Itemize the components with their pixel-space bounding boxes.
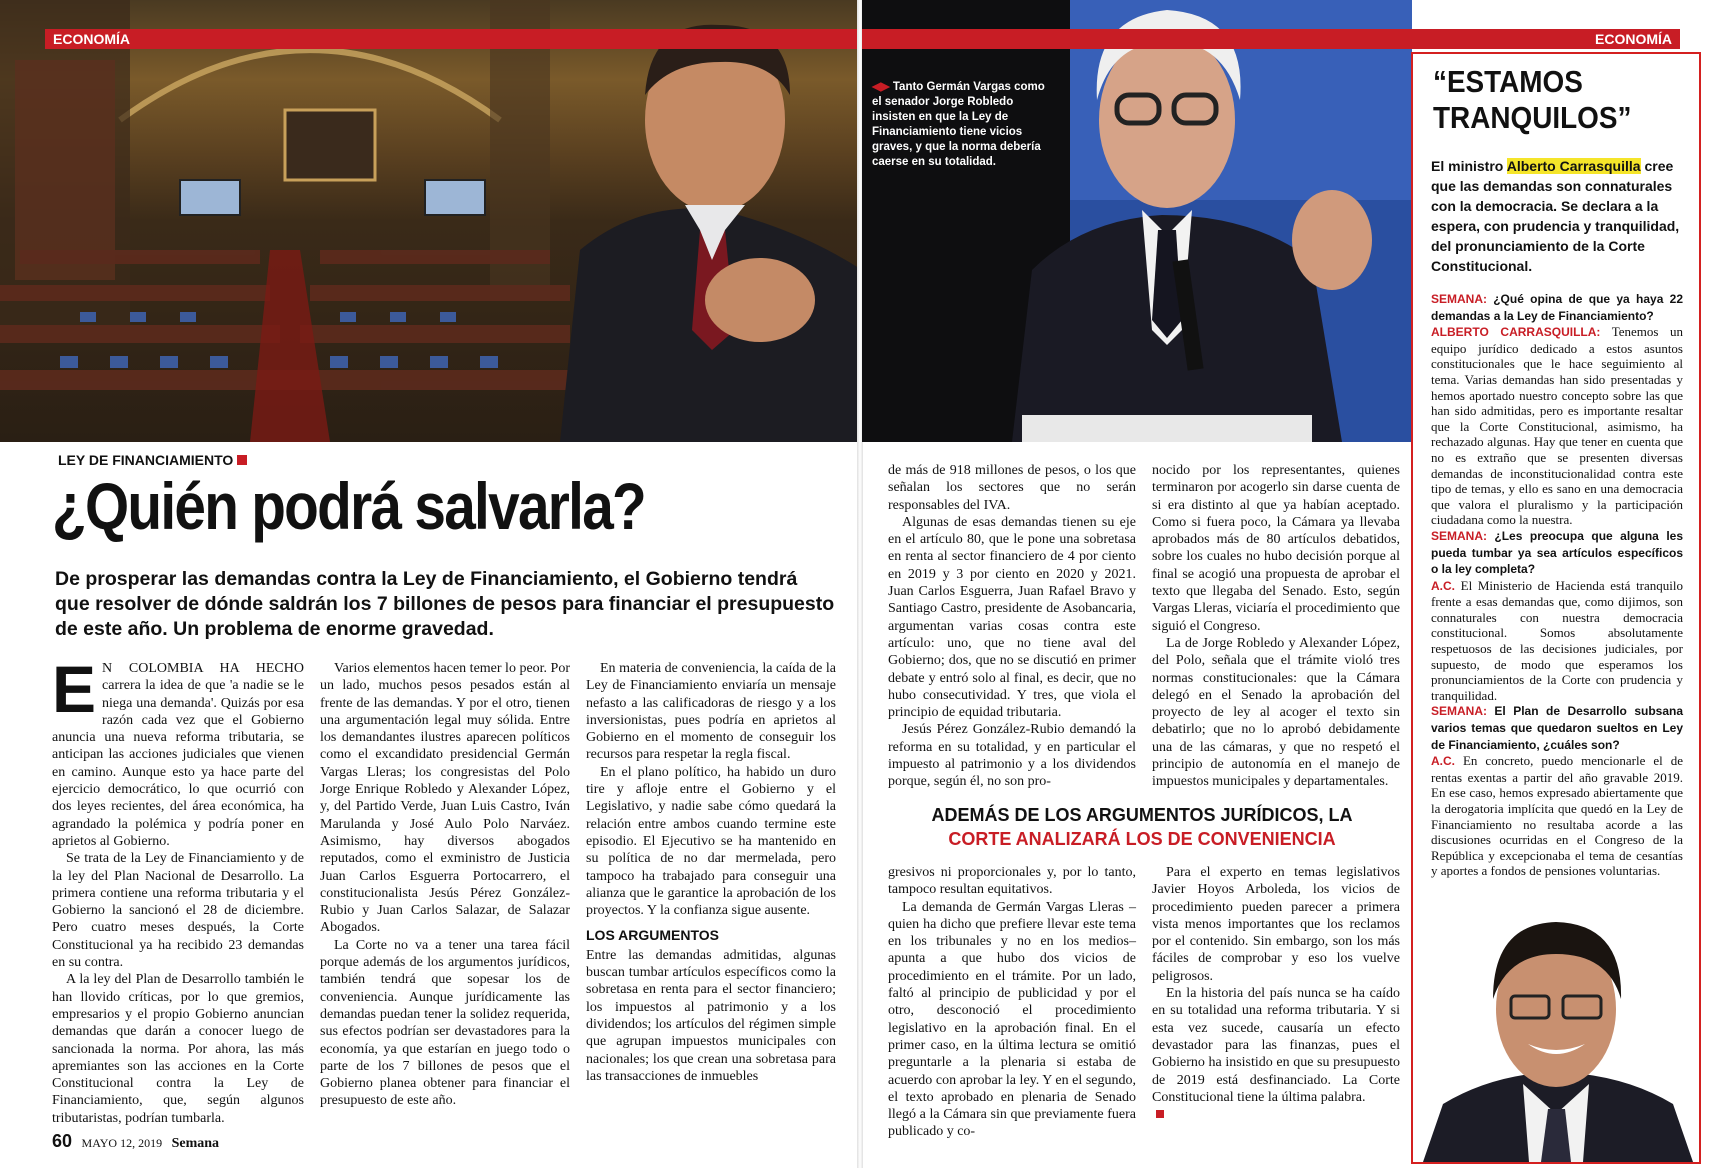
subhead-los-argumentos: LOS ARGUMENTOS	[586, 927, 720, 944]
caption-arrows-icon: ◀▶	[872, 81, 893, 93]
congress-photo	[0, 0, 862, 442]
section-label-right: ECONOMÍA	[1595, 31, 1672, 47]
a1-text: Tenemos un equipo jurídico dedicado a estos asuntos constitucionales que le hace seguimiento al tema. Varias demandas han sido presentadas y hemos aportado nuestro concepto sobre las que han sido admitidas, pero es importante resaltar que la Corte Constitucional, asimismo, ha rechazado algunas. Hay que tener en cuenta que no es extraño que se presenten diversas demandas de inconstitucionalidad contra este tipo de temas, y ello es sano en una democracia que valora el pluralismo y la participación ciudadana como la nuestra.	[1431, 324, 1684, 528]
col1-para1: carrera la idea de que 'a nadie se le niega una demanda'. Quizás por esa razón cada vez que el Gobierno anuncia una nueva reforma tributaria, se anticipan las acciones judiciales que vienen en camino. Aunque esto ya hace parte del ejercicio democrático, lo que ocurrió con dos leyes recientes, del área económica, ha agrandado la polémica y podría poner en aprietos al Gobierno.	[52, 678, 304, 849]
rcol2b-para2: En la historia del país nunca se ha caído en su totalidad una reforma tributaria. Y si esta vez sucede, causaría un efecto devastador para las finanzas, pues el Gobierno ha insistido en que su presupuesto de 2019 está desfinanciado. La Corte Constitucional tiene la última palabra.	[1152, 986, 1400, 1105]
drop-cap: E	[52, 652, 97, 726]
interview-intro	[1431, 156, 1681, 276]
section-bar-right	[862, 29, 1680, 49]
q3-label: SEMANA:	[1431, 704, 1487, 719]
q3-text: El Plan de Desarrollo subsana varios temas que quedaron sueltos en Ley de Financiamiento, ¿cuáles son?	[1431, 704, 1684, 752]
rcol2-para2: La de Jorge Robledo y Alexander López, del Polo, señala que el trámite violó tres normas constitucionales: que la Cámara delegó en el Senado la aprobación del proyecto de ley al acoger el texto sin debatirlo; que no lo aprobó debidamente una de las cámaras, y que no respetó el principio de autonomía en el manejo de impuestos municipales y departamentales.	[1152, 635, 1400, 790]
col3-para2: En el plano político, ha habido un duro tire y afloje entre el Gobierno y el Legislativo, y nadie sabe cómo quedará la relación entre ambos cuando termine este episodio. El Ejecutivo se ha mantenido en su política de no dar mermelada, pero tampoco ha trabajado para conseguir una alianza que le garantice la aprobación de los proyectos. Y la confianza sigue ausente.	[586, 764, 836, 919]
col3-para3: Entre las demandas admitidas, algunas buscan tumbar artículos específicos como la sobretasa en renta para el sector financiero; los impuestos al patrimonio y a los dividendos; los artículos del régimen simple que agrupan impuestos municipales con nacionales; los que crean una sobretasa para las transacciones de inmuebles	[586, 947, 836, 1084]
right-column-2-bottom	[1152, 864, 1400, 1123]
kicker-square-icon	[237, 455, 247, 465]
interview-qa	[1431, 291, 1683, 879]
footer-left	[52, 1131, 219, 1152]
rcol2b-para1: Para el experto en temas legislativos Javier Hoyos Arboleda, los vicios de procedimiento pueden parecer a primera vista menos importantes que los reclamos por el contenido. Sin embargo, son los más fáciles de comprobar y eso los vuelve peligrosos.	[1152, 865, 1400, 984]
a1-label: ALBERTO CARRASQUILLA:	[1431, 325, 1601, 340]
rcol1-para3: Jesús Pérez González-Rubio demandó la reforma en su totalidad, y en particular el impuesto al patrimonio y a los dividendos porque, según él, no son pro-	[888, 722, 1136, 790]
caption-text: Tanto Germán Vargas como el senador Jorge Robledo insisten en que la Ley de Financiamiento tiene vicios graves, y que la norma debería caerse en su totalidad.	[872, 81, 1045, 168]
interview-box	[1411, 52, 1701, 1164]
col1-para2: Se trata de la Ley de Financiamiento y de la ley del Plan Nacional de Desarrollo. La primera contiene una reforma tributaria y el Gobierno la sancionó el 28 de diciembre. Pero cuatro meses después, la Corte Constitucional ya ha recibido 23 demandas en su contra.	[52, 851, 304, 971]
interview-title-line1: “ESTAMOS	[1433, 64, 1583, 99]
right-column-2	[1152, 462, 1400, 791]
rcol1-para1: de más de 918 millones de pesos, o los que señalan los sectores que no serán responsables del IVA.	[888, 463, 1136, 513]
rcol1-para2: Algunas de esas demandas tienen su eje en el artículo 80, que le pone una sobretasa en renta al sector financiero de 4 por ciento en 2019 y 3 por ciento en 2020 y 2021. Juan Carlos Esguerra, Juan Rafael Bravo y Santiago Castro, presidente de Asobancaria, argumentan varias cosas contra este artículo: uno, que no tiene aval del Gobierno; dos, que no se discutió en primer debate y entró solo al final, es decir, que no hubo consecutividad. Y tres, que viola el principio de equidad tributaria.	[888, 514, 1136, 721]
col3-para1: En materia de conveniencia, la caída de la Ley de Financiamiento enviaría un mensaje nefasto a las calificadoras de riesgo y a los inversionistas, pues podría en aprietos al Gobierno en el momento de conseguir los recursos para respetar la regla fiscal.	[586, 661, 836, 763]
right-column-1-bottom	[888, 864, 1136, 1141]
rcol1b-para1: gresivos ni proporcionales y, por lo tanto, tampoco resultan equitativos.	[888, 865, 1136, 898]
intro-post: cree que las demandas son connaturales con la democracia. Se declara a la espera, con prudencia y tranquilidad, del pronunciamiento de la Corte Constitucional.	[1431, 158, 1680, 274]
section-label: ECONOMÍA	[53, 31, 130, 47]
kicker-text: LEY DE FINANCIAMIENTO	[58, 452, 234, 468]
lead-in: N COLOMBIA HA HECHO	[102, 661, 304, 676]
robledo-photo	[862, 0, 1412, 442]
a2-text: El Ministerio de Hacienda está tranquilo frente a esas demandas que, como dijimos, son connaturales con nuestra democracia constitucional. Somos absolutamente respetuosos de las decisiones judiciales, por supuesto, de modo que esperamos los pronunciamientos de la Corte con prudencia y tranquilidad.	[1431, 577, 1684, 703]
q2-text: ¿Les preocupa que alguna les pueda tumbar ya sea artículos específicos o la ley completa?	[1431, 528, 1683, 577]
magazine-name: Semana	[171, 1136, 220, 1151]
interview-title-line2: TRANQUILOS”	[1433, 100, 1632, 135]
q2-label: SEMANA:	[1431, 528, 1487, 543]
rcol2-para1: nocido por los representantes, quienes terminaron por acogerlo sin darse cuenta de si era distinto al que ya habían aceptado. Como si fuera poco, la Cámara ya llevaba aprobados más de 80 artículos debatidos, sobre los cuales no hubo decisión porque al final se acogió una propuesta de aprobar el texto que llegaba del Senado. Esto, según Vargas Lleras, viciaría el procedimiento que siguió el Congreso.	[1152, 463, 1400, 634]
headline: ¿Quién podrá salvarla?	[52, 469, 646, 543]
col2-para2: La Corte no va a tener una tarea fácil porque además de los argumentos jurídicos, también tendrá que sopesar los de conveniencia. Aunque jurídicamente las demandas puedan tener la solidez requerida, sus efectos podrían ser devastadores para la economía, ya que estarían en juego todo o parte de los 7 billones de pesos que el Gobierno planea obtener para financiar el presupuesto de este año.	[320, 937, 570, 1109]
minister-name-highlight: Alberto Carrasquilla	[1506, 158, 1641, 174]
col2-para1: Varios elementos hacen temer lo peor. Por un lado, muchos pesos pesados están al frente de las demandas. Y por el otro, tienen una argumentación legal muy sólida. Entre los demandantes ilustres aparecen políticos como el excandidato presidencial Germán Vargas Lleras; los congresistas del Polo Jorge Enrique Robledo y Alexander López, y, del Partido Verde, Juan Luis Castro, Iván Marulanda y José Aulo Polo Narváez. Asimismo, hay diversos abogados reputados, como el exministro de Justicia Juan Carlos Esguerra Portocarrero, el constitucionalista Jesús Pérez González-Rubio y Juan Carlos Salazar, de Salazar Abogados.	[320, 661, 570, 936]
a2-label: A.C.	[1431, 578, 1455, 593]
right-page	[862, 0, 1722, 1168]
pull-quote	[882, 803, 1402, 851]
pull-quote-line2: CORTE ANALIZARÁ LOS DE CONVENIENCIA	[948, 829, 1336, 849]
a3-label: A.C.	[1431, 754, 1455, 769]
col1-para3: A la ley del Plan de Desarrollo también le han llovido críticas, por lo que gremios, empresarios y el propio Gobierno anuncian demandas que darán a conocer luego de sancionada la norma. Por ahora, las más apremiantes son las acciones en la Corte Constitucional contra la Ley de Financiamiento, que, según algunos tributaristas, podrían tumbarla.	[52, 972, 304, 1126]
issue-date: MAYO 12, 2019	[81, 1136, 163, 1150]
pull-quote-line1: ADEMÁS DE LOS ARGUMENTOS JURÍDICOS, LA	[931, 805, 1353, 825]
intro-pre: El ministro	[1431, 158, 1504, 174]
section-bar-left	[45, 29, 862, 49]
page-number: 60	[52, 1131, 73, 1151]
interview-title	[1433, 64, 1631, 136]
q1-label: SEMANA:	[1431, 292, 1487, 306]
photo-caption	[872, 80, 1047, 170]
right-column-1	[888, 462, 1136, 791]
end-mark-icon	[1156, 1110, 1164, 1118]
q1-text: ¿Qué opina de que ya haya 22 demandas a la Ley de Financiamiento?	[1431, 292, 1684, 323]
a3-text: En concreto, puedo mencionarle el de rentas exentas a partir del año gravable 2019. En ese caso, hemos expresado abiertamente que la derogatoria implícita que quedó en la Ley de Financiamiento no resultaba acorde a las discusiones ocurridas en el Congreso de la República y excepcionaba el tema de cesantías y aportes a fondos de pensiones voluntarias.	[1431, 753, 1684, 879]
deck: De prosperar las demandas contra la Ley de Financiamiento, el Gobierno tendrá que resolver de dónde saldrán los 7 billones de pesos para financiar el presupuesto de este año. Un problema de enorme gravedad.	[55, 568, 835, 640]
column-1	[52, 652, 304, 1127]
carrasquilla-portrait	[1413, 914, 1699, 1162]
rcol1b-para2: La demanda de Germán Vargas Lleras –quien ha dicho que prefiere llevar este tema en los tribunales y no en los medios– apunta a que hubo dos vicios de procedimiento en el trámite. Por un lado, faltó al principio de publicidad y por el otro, desconoció el procedimiento legislativo en la aprobación final. En el primer caso, en la última lectura se omitió preguntarle a la plenaria si estaba de acuerdo con aprobar la ley. Y en el segundo, el texto aprobado en plenaria de Senado llegó a la Cámara sin que previamente fuera publicado y co-	[888, 899, 1136, 1140]
column-3	[586, 660, 836, 1085]
column-2	[320, 660, 570, 1110]
